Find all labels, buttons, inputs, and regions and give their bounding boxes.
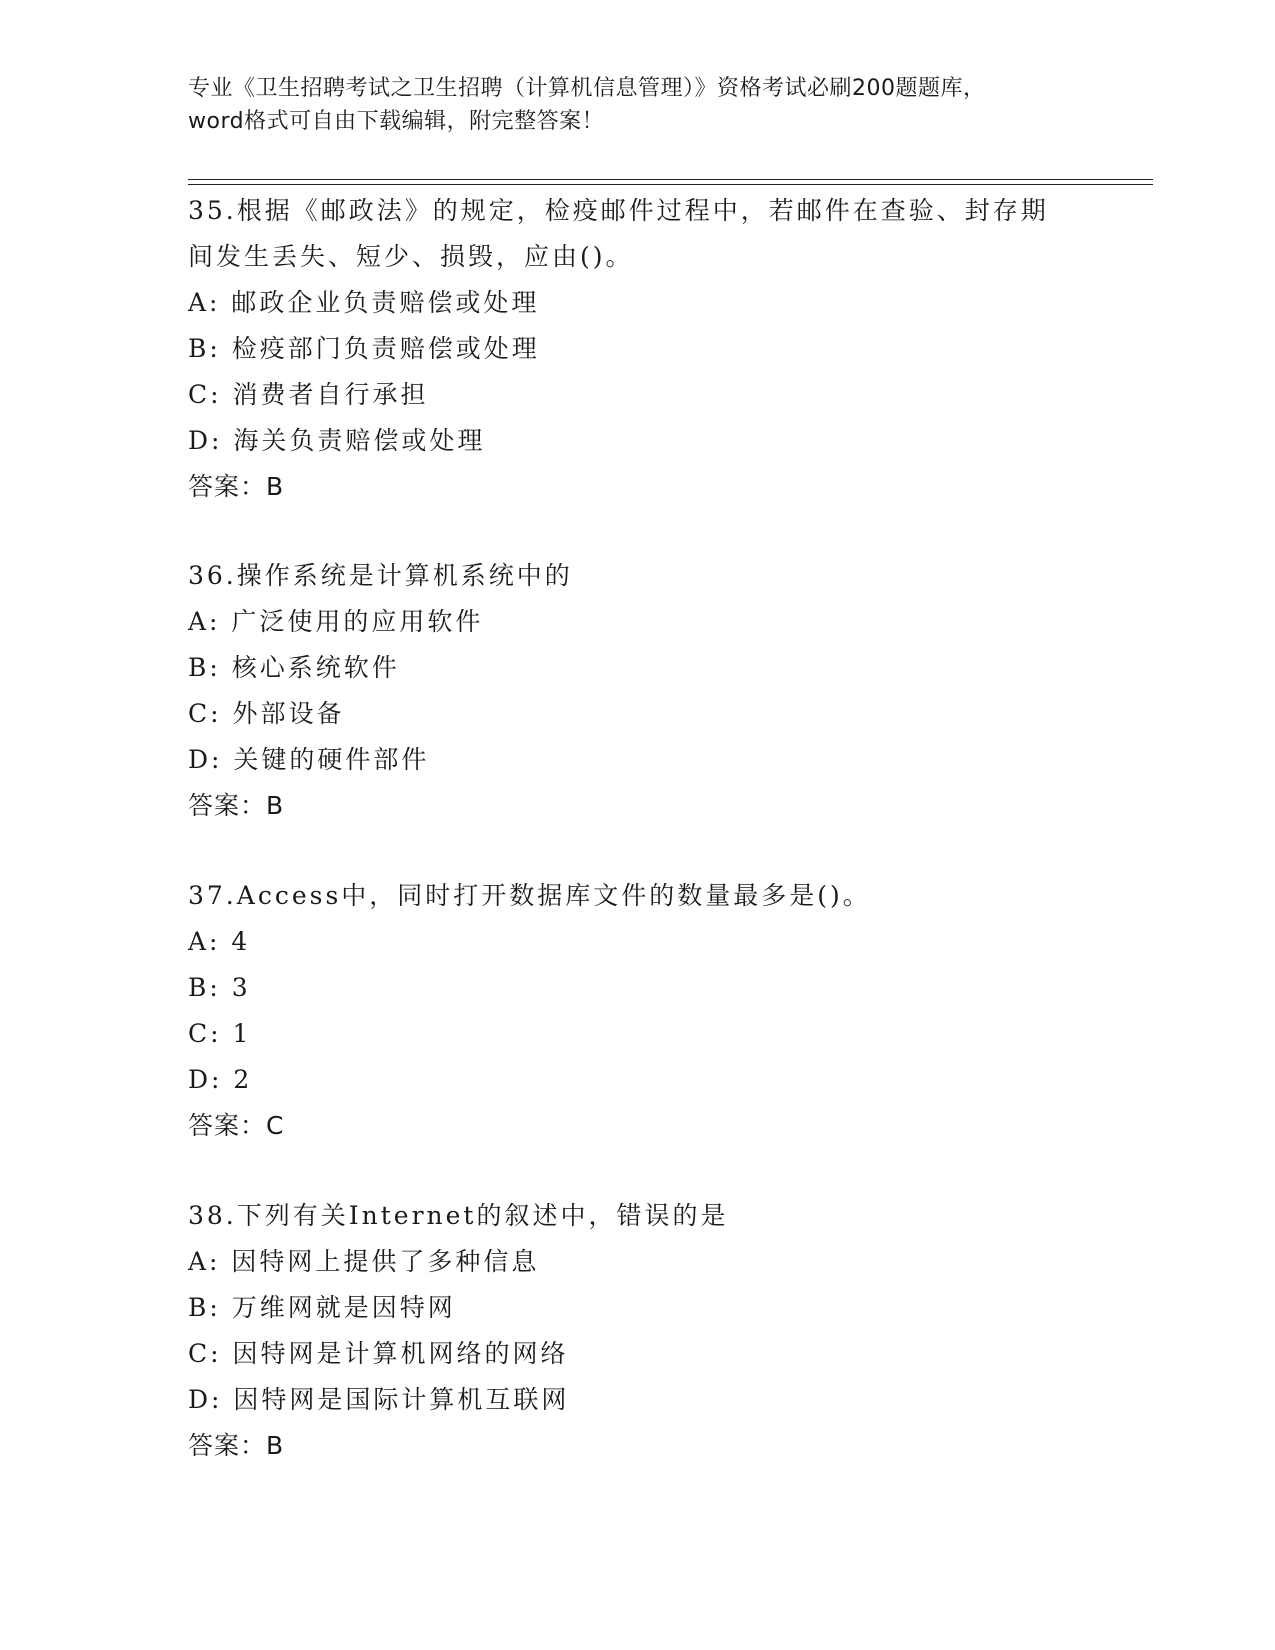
option-c: C: 消费者自行承担 (188, 380, 429, 409)
answer-label: 答案：B (188, 791, 285, 820)
option-d: D: 海关负责赔偿或处理 (188, 426, 486, 455)
option-d: D: 2 (188, 1065, 253, 1094)
option-a: A: 邮政企业负责赔偿或处理 (188, 288, 540, 317)
option-b: B: 核心系统软件 (188, 653, 400, 682)
option-b: B: 检疫部门负责赔偿或处理 (188, 334, 540, 363)
option-b: B: 3 (188, 973, 251, 1002)
option-d: D: 关键的硬件部件 (188, 745, 430, 774)
answer-label: 答案：C (188, 1111, 285, 1140)
header-divider-bottom (188, 184, 1153, 185)
header-line-1: 专业《卫生招聘考试之卫生招聘（计算机信息管理）》资格考试必刷200题题库， (188, 76, 986, 101)
answer-label: 答案：B (188, 472, 285, 501)
question-36 (188, 553, 1088, 829)
question-stem-line: 38.下列有关Internet的叙述中，错误的是 (188, 1201, 729, 1230)
answer-label: 答案：B (188, 1431, 285, 1460)
header-line-2: word格式可自由下载编辑，附完整答案！ (188, 109, 605, 134)
option-a: A: 4 (188, 927, 251, 956)
option-c: C: 1 (188, 1019, 252, 1048)
option-a: A: 因特网上提供了多种信息 (188, 1247, 540, 1276)
question-37 (188, 873, 1088, 1149)
question-stem-line: 37.Access中，同时打开数据库文件的数量最多是()。 (188, 881, 871, 910)
option-b: B: 万维网就是因特网 (188, 1293, 456, 1322)
header-divider-top (188, 179, 1153, 180)
option-d: D: 因特网是国际计算机互联网 (188, 1385, 570, 1414)
question-stem-line: 36.操作系统是计算机系统中的 (188, 561, 573, 590)
question-38 (188, 1193, 1088, 1469)
option-c: C: 外部设备 (188, 699, 345, 728)
option-c: C: 因特网是计算机网络的网络 (188, 1339, 569, 1368)
document-header (188, 72, 1088, 138)
option-a: A: 广泛使用的应用软件 (188, 607, 484, 636)
question-stem-line: 35.根据《邮政法》的规定，检疫邮件过程中，若邮件在查验、封存期 (188, 196, 1049, 225)
question-35 (188, 188, 1088, 510)
question-stem-line: 间发生丢失、短少、损毁，应由()。 (188, 242, 634, 271)
